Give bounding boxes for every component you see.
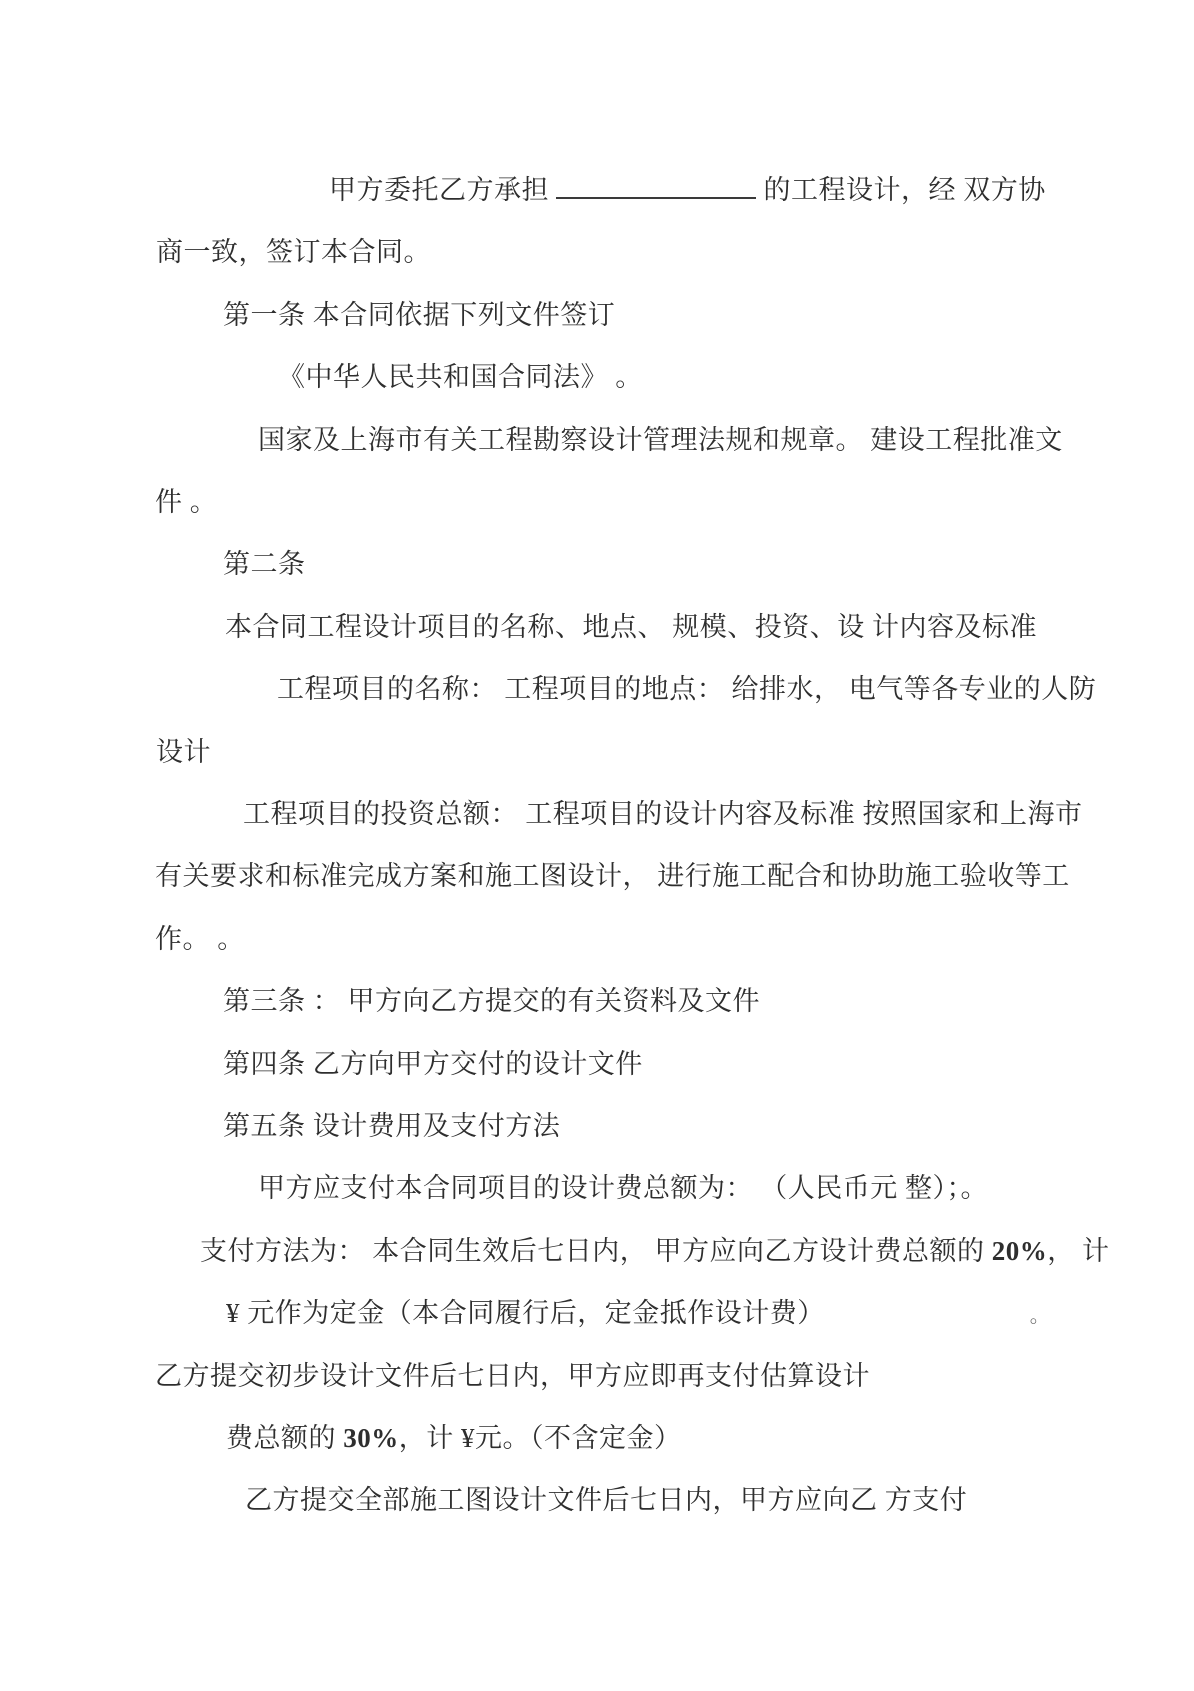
text-line bbox=[155, 1359, 870, 1393]
text-line bbox=[258, 1171, 988, 1205]
text-segment: 甲方委托乙方承担 bbox=[329, 175, 557, 205]
text-segment: 第五条 设计费用及支付方法 bbox=[223, 1111, 561, 1141]
text-line bbox=[258, 423, 1063, 457]
text-segment: 工程项目的名称： 工程项目的地点： 给排水， 电气等各专业的人防 bbox=[277, 674, 1097, 705]
text-segment: 第一条 本合同依据下列文件签订 bbox=[223, 299, 616, 330]
text-segment: 有关要求和标准完成方案和施工图设计， 进行施工配合和协助施工验收等工 bbox=[155, 861, 1070, 892]
text-line bbox=[243, 797, 1083, 831]
text-line bbox=[223, 547, 306, 581]
text-line bbox=[155, 859, 1070, 893]
text-segment: 作。 。 bbox=[155, 923, 245, 954]
text-segment: 30% bbox=[343, 1423, 399, 1453]
text-segment: 工程项目的投资总额： 工程项目的设计内容及标准 按照国家和上海市 bbox=[243, 799, 1083, 829]
text-line bbox=[226, 1296, 1050, 1333]
text-segment: 。 bbox=[1029, 1305, 1051, 1328]
text-segment: 件 。 bbox=[155, 487, 218, 517]
text-segment: 商一致，签订本合同。 bbox=[156, 237, 431, 268]
text-segment: 乙方提交初步设计文件后七日内，甲方应即再支付估算设计 bbox=[155, 1360, 870, 1391]
text-line bbox=[223, 298, 615, 332]
text-segment: 第二条 bbox=[223, 549, 306, 580]
text-segment: 20% bbox=[991, 1235, 1048, 1266]
text-line bbox=[223, 1047, 643, 1081]
text-segment: 支付方法为： 本合同生效后七日内， 甲方应向乙方设计费总额的 bbox=[200, 1235, 992, 1266]
text-line bbox=[277, 672, 1096, 706]
text-segment: ，计 ¥元。（不含定金） bbox=[398, 1423, 682, 1453]
text-line bbox=[278, 360, 643, 394]
text-line bbox=[155, 485, 217, 519]
text-line bbox=[200, 1234, 1110, 1268]
text-segment: 第四条 乙方向甲方交付的设计文件 bbox=[223, 1048, 643, 1079]
text-segment: 国家及上海市有关工程勘察设计管理法规和规章。 建设工程批准文 bbox=[258, 424, 1063, 455]
text-line bbox=[156, 735, 211, 769]
text-segment: ¥ 元作为定金（本合同履行后，定金抵作设计费） bbox=[226, 1298, 825, 1329]
text-segment: 《中华人民共和国合同法》 。 bbox=[278, 362, 643, 393]
text-segment: 的工程设计，经 双方协 bbox=[756, 175, 1046, 205]
text-segment: 本合同工程设计项目的名称、地点、 规模、投资、设 计内容及标准 bbox=[225, 611, 1037, 642]
text-line bbox=[223, 1109, 560, 1143]
text-line bbox=[226, 1421, 682, 1455]
blank-underline bbox=[556, 173, 756, 199]
text-line bbox=[329, 173, 1046, 207]
text-segment: 乙方提交全部施工图设计文件后七日内，甲方应向乙 方支付 bbox=[245, 1485, 968, 1516]
text-segment: 第三条 ： 甲方向乙方提交的有关资料及文件 bbox=[223, 986, 760, 1017]
text-line bbox=[223, 984, 760, 1018]
text-line bbox=[156, 235, 431, 269]
text-line bbox=[155, 922, 245, 956]
gap-spacer bbox=[825, 1321, 1030, 1322]
text-segment: 设计 bbox=[156, 736, 211, 767]
text-segment: 费总额的 bbox=[226, 1423, 344, 1453]
text-segment: 甲方应支付本合同项目的设计费总额为： （人民币元 整）；。 bbox=[258, 1173, 988, 1204]
text-line bbox=[225, 610, 1037, 644]
text-line bbox=[245, 1483, 967, 1517]
text-segment: ， 计 bbox=[1047, 1235, 1110, 1266]
